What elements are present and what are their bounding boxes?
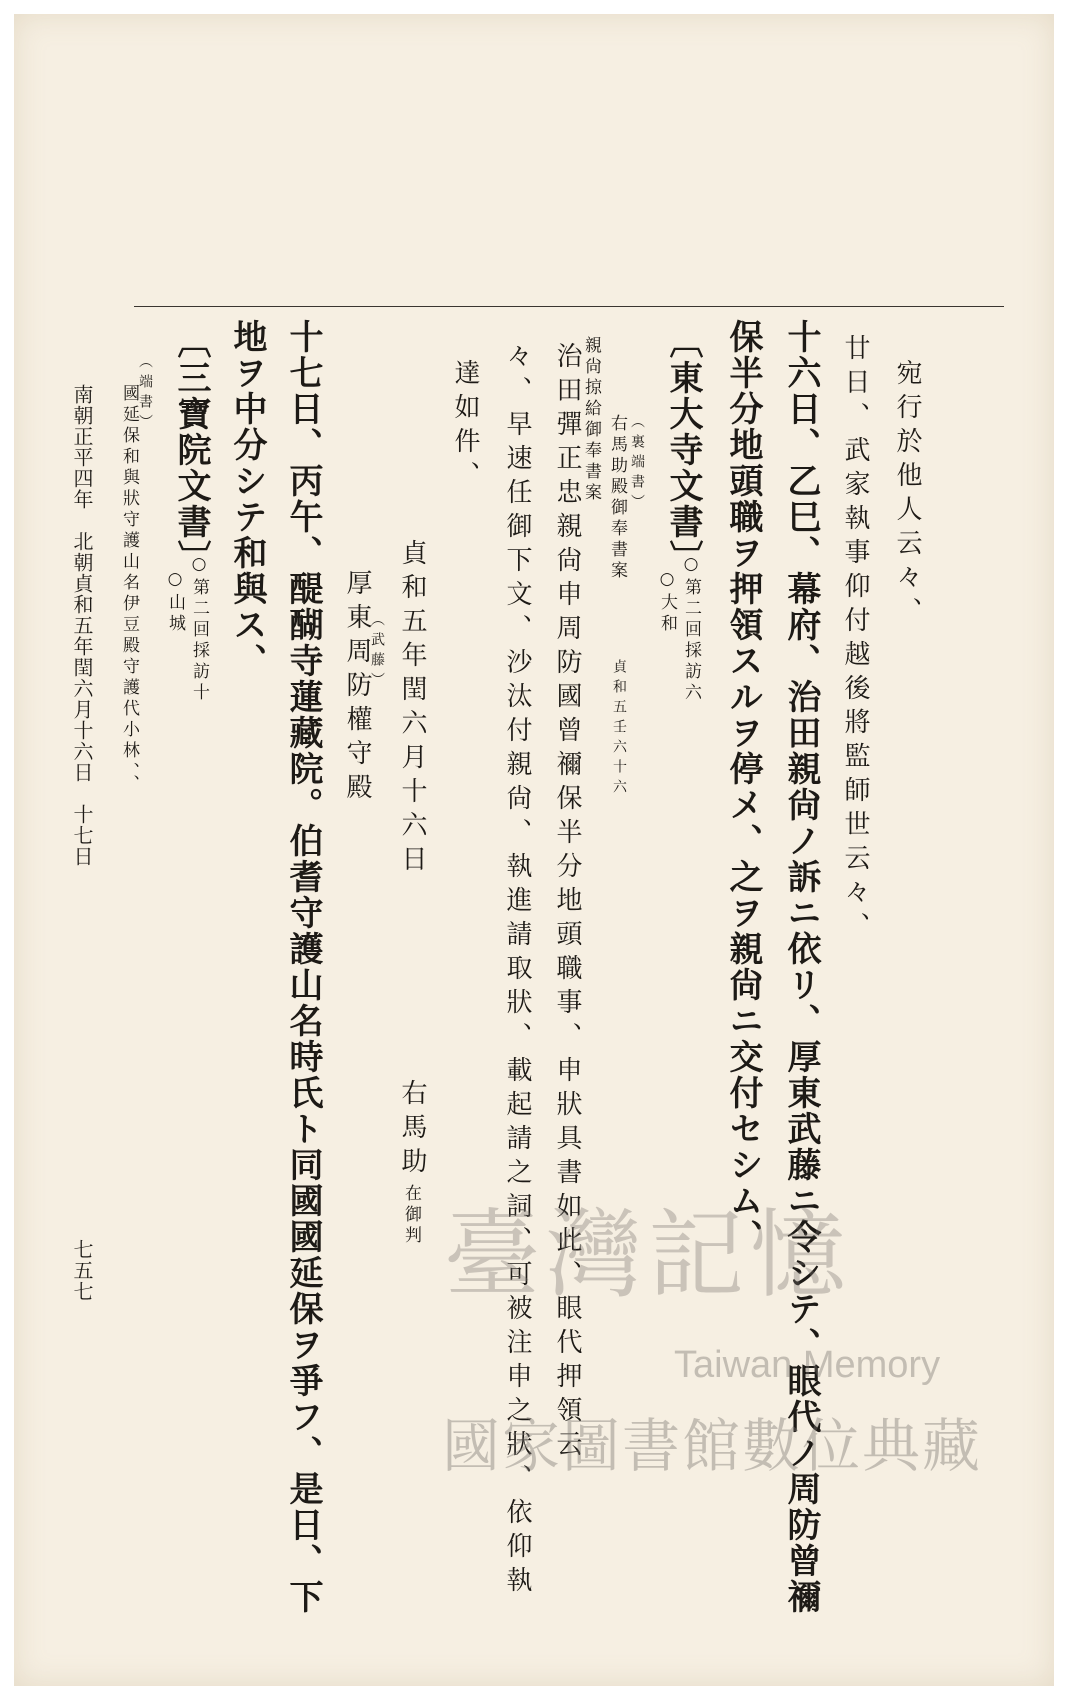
issuer-seal-note: 在御判: [401, 1184, 421, 1247]
addressee: 厚東周防權守殿: [342, 569, 372, 807]
header-rule: [134, 306, 1004, 307]
issuer-name: 右馬助: [397, 1079, 427, 1181]
entry-heading-16: 十六日、乙巳、幕府、治田親尙ノ訴ニ依リ、厚東武藤ニ令シテ、眼代ノ周防曾禰: [781, 319, 821, 1615]
watermark-title: 臺灣記憶: [444, 1199, 852, 1311]
addressee-note: （武藤）: [369, 612, 385, 692]
document-date: 貞和五年閏六月十六日: [397, 539, 427, 879]
document-subtitle: 親尙掠給御奉書案: [581, 336, 601, 504]
source-title-todaiji: 〔東大寺文書〕: [663, 324, 703, 576]
document-body-2: 々、早速任御下文、沙汰付親尙、執進請取狀、載起請之詞、可被注申之狀、依仰執: [502, 342, 532, 1600]
source-title-sanboin: 〔三寶院文書〕: [171, 324, 211, 576]
endorsement-title: 右馬助殿御奉書案: [607, 414, 627, 582]
entry-heading-17: 十七日、丙午、醍醐寺蓮藏院。伯耆守護山名時氏ト同國國延保ヲ爭フ、是日、下: [283, 319, 323, 1615]
text-column-1: 宛行於他人云々、: [892, 359, 922, 631]
page-number: 七五七: [70, 1239, 94, 1302]
source-province-note: ○大和: [657, 569, 677, 635]
document-page: [14, 14, 1054, 1686]
watermark-english: Taiwan Memory: [674, 1344, 941, 1386]
entry-heading-16-cont: 保半分地頭職ヲ押領スルヲ停メ、之ヲ親尙ニ交付セシム、: [723, 319, 763, 1255]
end-endorsement-label: （端書）: [137, 354, 153, 434]
text-column-2: 廿日、武家執事仰付越後將監師世云々、: [840, 334, 870, 946]
watermark-library: 國家圖書館數位典藏: [442, 1412, 983, 1480]
endorsement-date: 貞和五壬六十六: [611, 659, 627, 799]
running-footer-date: 南朝正平四年 北朝貞和五年閏六月十六日 十七日: [70, 384, 94, 867]
source-province-note-2: ○山城: [165, 569, 185, 635]
source-visit-note-2: ○第二回採訪十: [189, 554, 209, 704]
source-visit-note: ○第二回採訪六: [681, 554, 701, 704]
document-body-1: 治田彈正忠親尙申周防國曾禰保半分地頭職事、申狀具書如此、眼代押領云: [552, 342, 582, 1464]
document-body-3: 達如件、: [450, 359, 480, 495]
end-endorsement-text: 國延保和與狀守護山名伊豆殿守護代小林、、: [119, 384, 139, 796]
entry-heading-17-cont: 地ヲ中分シテ和與ス、: [227, 319, 267, 679]
back-endorsement-label: （裏端書）: [629, 414, 645, 514]
